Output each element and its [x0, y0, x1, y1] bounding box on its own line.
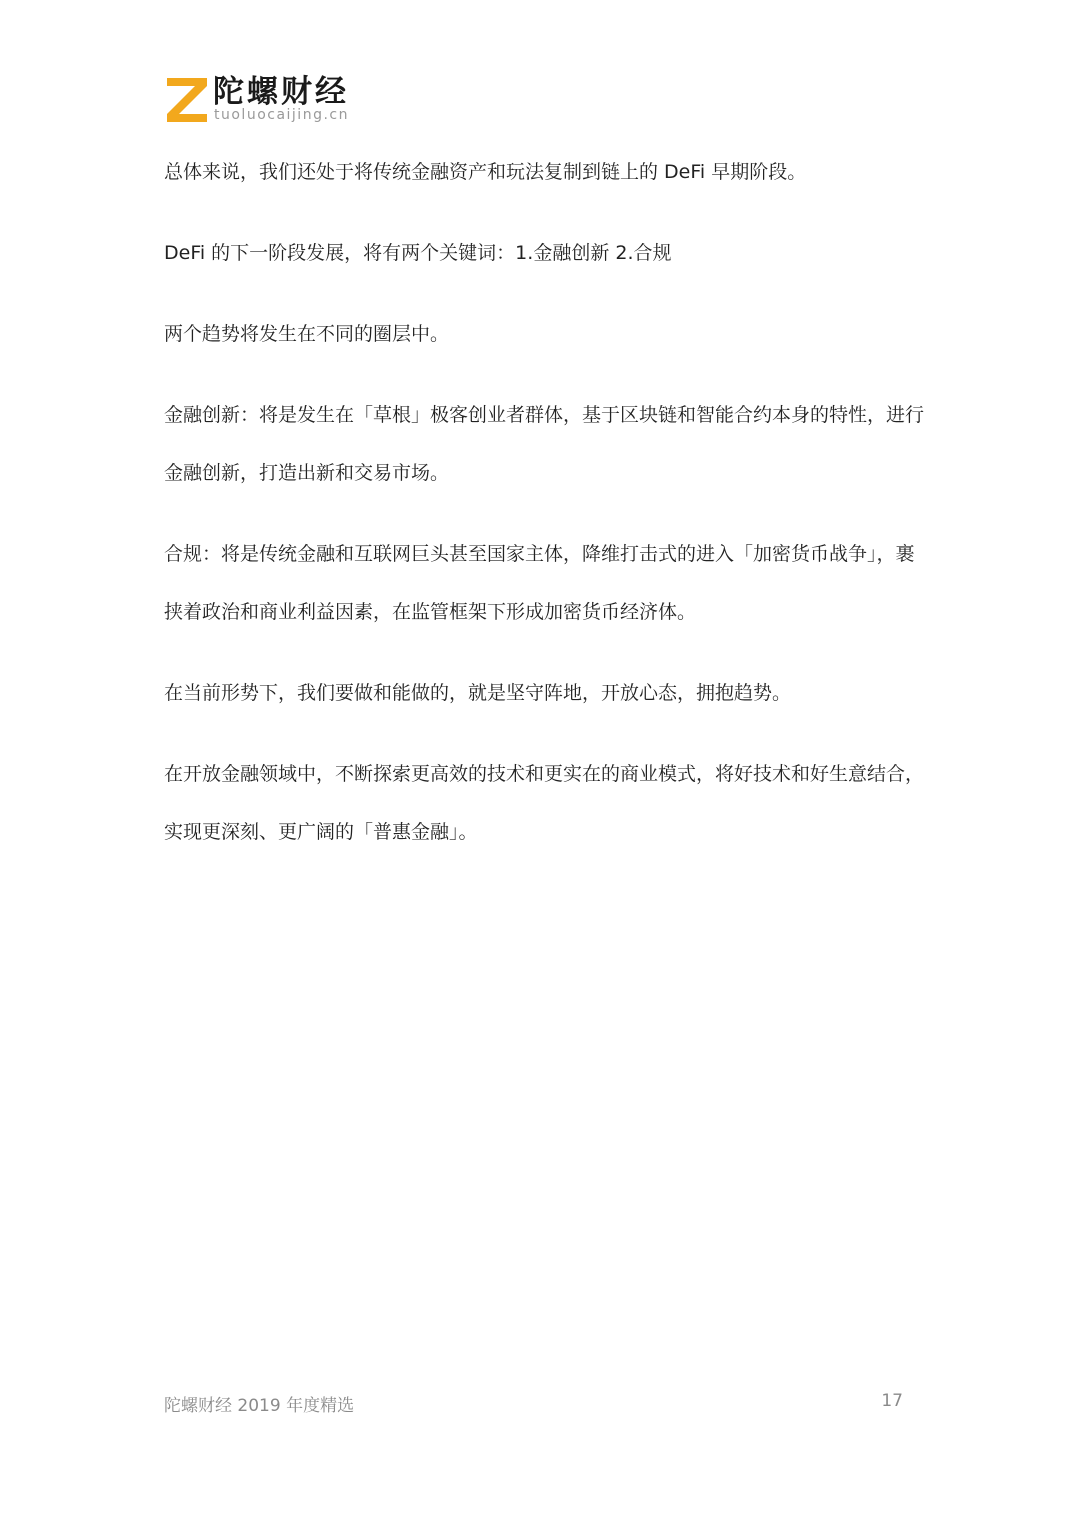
paragraph-6: 在当前形势下，我们要做和能做的，就是坚守阵地，开放心态，拥抱趋势。 [164, 682, 792, 704]
page-number: 17 [881, 1391, 903, 1411]
paragraph-2: DeFi 的下一阶段发展，将有两个关键词：1.金融创新 2.合规 [164, 242, 672, 264]
logo [165, 74, 365, 124]
paragraph-1: 总体来说，我们还处于将传统金融资产和玩法复制到链上的 DeFi 早期阶段。 [164, 161, 807, 183]
article-body [164, 143, 924, 884]
logo-name: 陀螺财经 [213, 74, 349, 110]
paragraph-4: 金融创新：将是发生在「草根」极客创业者群体，基于区块链和智能合约本身的特性，进行金融创新，打造出新和交易市场。 [164, 404, 925, 484]
paragraph-7: 在开放金融领域中，不断探索更高效的技术和更实在的商业模式，将好技术和好生意结合，实现更深刻、更广阔的「普惠金融」。 [164, 763, 925, 843]
paragraph-3: 两个趋势将发生在不同的圈层中。 [164, 323, 450, 345]
footer-publication: 陀螺财经 2019 年度精选 [164, 1396, 355, 1416]
paragraph-5: 合规：将是传统金融和互联网巨头甚至国家主体，降维打击式的进入「加密货币战争」，裹挟着政治和商业利益因素，在监管框架下形成加密货币经济体。 [164, 543, 915, 623]
logo-domain: tuoluocaijing.cn [214, 107, 349, 123]
logo-z-icon [165, 76, 209, 122]
